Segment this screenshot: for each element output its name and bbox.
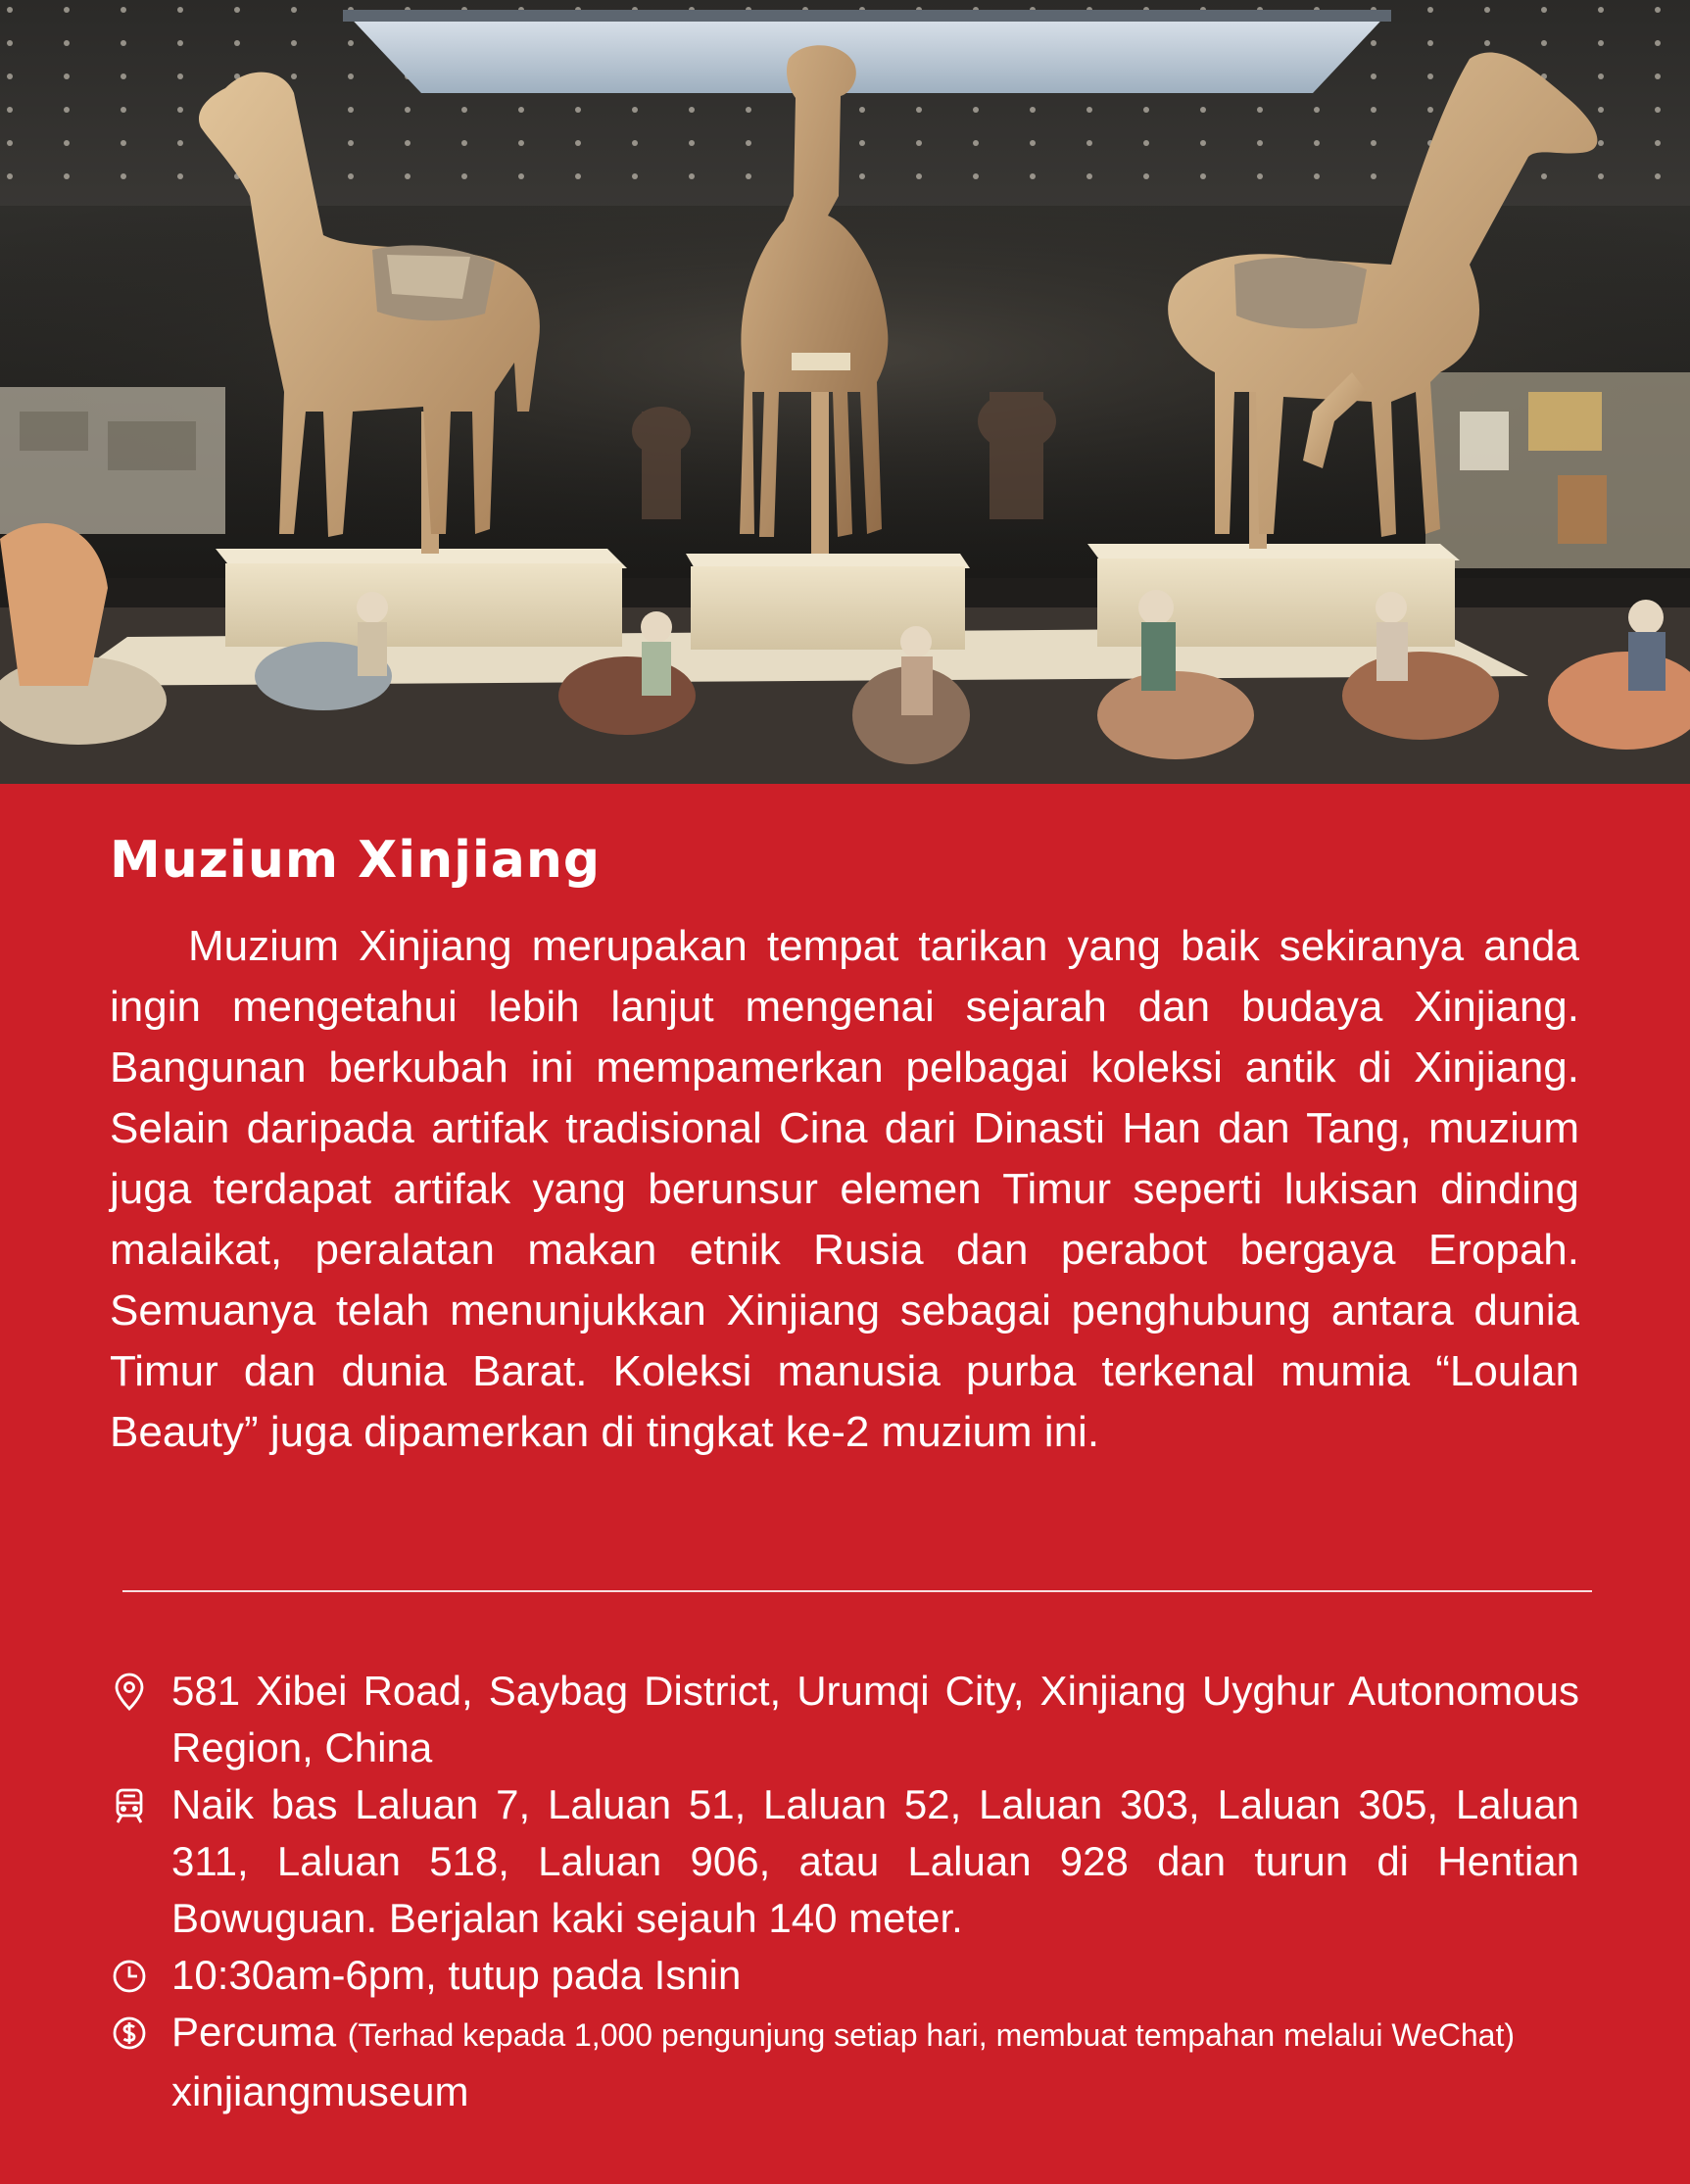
- hours-text: 10:30am-6pm, tutup pada Isnin: [171, 1952, 742, 1998]
- address-text: 581 Xibei Road, Saybag District, Urumqi City, Xinjiang Uyghur Autonomous Region, China: [171, 1668, 1579, 1771]
- price-note: (Terhad kepada 1,000 pengunjung setiap hari, membuat tempahan melalui WeChat): [347, 2017, 1515, 2053]
- wechat-id: xinjiangmuseum: [171, 2068, 469, 2114]
- price-label: Percuma: [171, 2009, 337, 2055]
- hours-row: [110, 1947, 1579, 2004]
- hero-photo: [0, 0, 1690, 784]
- price-text: [171, 2004, 1579, 2120]
- transport-text: Naik bas Laluan 7, Laluan 51, Laluan 52, Laluan 303, Laluan 305, Laluan 311, Laluan 518, Laluan 906, atau Laluan 928 dan turun di Hentian Bowuguan. Berjalan kaki sejauh 140 meter.: [171, 1781, 1579, 1941]
- page-title: Muzium Xinjiang: [110, 831, 602, 890]
- price-row: [110, 2004, 1579, 2120]
- museum-exhibit-illustration: [0, 0, 1690, 784]
- description-paragraph: Muzium Xinjiang merupakan tempat tarikan yang baik sekiranya anda ingin mengetahui lebih lanjut mengenai sejarah dan budaya Xinjiang. Bangunan berkubah ini mempamerkan pelbagai koleksi antik di Xinjiang. Selain daripada artifak tradisional Cina dari Dinasti Han dan Tang, muzium juga terdapat artifak yang berunsur elemen Timur seperti lukisan dinding malaikat, peralatan makan etnik Rusia dan perabot bergaya Eropah. Semuanya telah menunjukkan Xinjiang sebagai penghubung antara dunia Timur dan dunia Barat. Koleksi manusia purba terkenal mumia “Loulan Beauty” juga dipamerkan di tingkat ke-2 muzium ini.: [110, 922, 1579, 1456]
- location-pin-icon: [110, 1673, 149, 1712]
- transport-row: [110, 1776, 1579, 1947]
- clock-icon: [110, 1957, 149, 1996]
- address-row: [110, 1663, 1579, 1776]
- dollar-icon: [110, 2014, 149, 2053]
- divider: [122, 1590, 1592, 1592]
- train-icon: [110, 1786, 149, 1825]
